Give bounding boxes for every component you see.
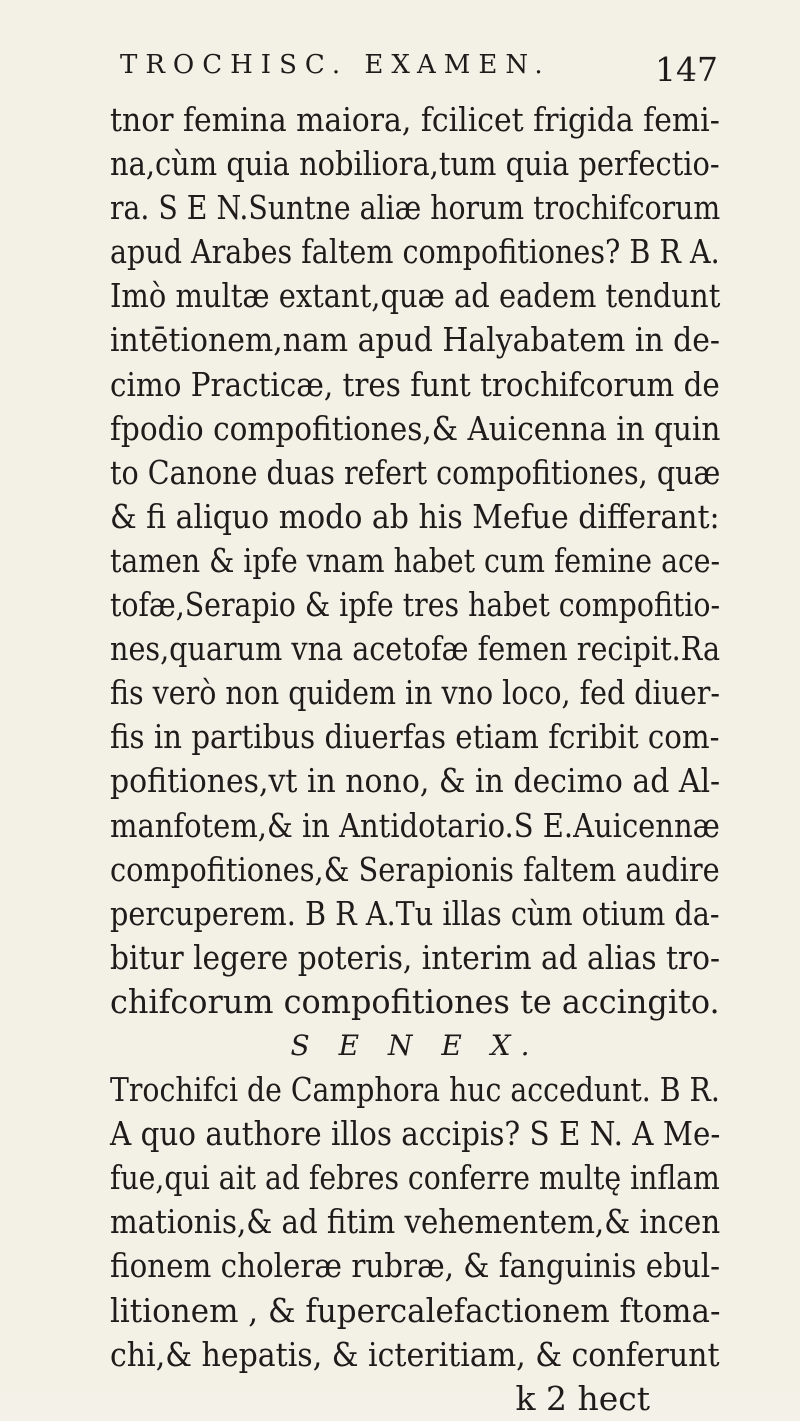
- text-line: fpodio compofitiones,& Auicenna in quin: [110, 408, 721, 448]
- text-line: compofitiones,& Serapionis faltem audire: [110, 849, 720, 889]
- text-line: fis verò non quidem in vno loco, fed diuer-: [110, 673, 721, 713]
- text-line: pofitiones,vt in nono, & in decimo ad Al-: [110, 761, 721, 801]
- text-line: Trochifci de Camphora huc accedunt. B R.: [110, 1070, 720, 1110]
- text-line: & fi aliquo modo ab his Mefue differant:: [110, 496, 720, 536]
- text-line: fue,qui ait ad febres conferre multę inflam: [110, 1158, 720, 1198]
- text-line: mationis,& ad fitim vehementem,& incen: [110, 1202, 721, 1242]
- body-text: [110, 98, 720, 1421]
- text-line: chi,& hepatis, & icteritiam, & conferunt: [110, 1334, 720, 1374]
- text-line: chifcorum compofitiones te accingito.: [110, 981, 720, 1021]
- text-line: intētionem,nam apud Halyabatem in de-: [110, 320, 720, 360]
- text-line: ra. S E N.Suntne aliæ horum trochifcorum: [110, 188, 721, 228]
- text-line: bitur legere poteris, interim ad alias tro-: [110, 937, 720, 977]
- running-title: TROCHISC. EXAMEN.: [120, 50, 551, 80]
- page-number: 147: [655, 50, 718, 89]
- text-line: tnor femina maiora, fcilicet frigida femi-: [110, 100, 720, 139]
- text-line: fionem choleræ rubræ, & fanguinis ebul-: [110, 1246, 721, 1286]
- signature-catchword: k 2 hect: [515, 1378, 650, 1418]
- text-line: percuperem. B R A.Tu illas cùm otium da-: [110, 893, 720, 933]
- text-line: na,cùm quia nobiliora,tum quia perfectio-: [110, 144, 720, 184]
- text-line: A quo authore illos accipis? S E N. A Me-: [110, 1114, 721, 1154]
- text-line: Imò multæ extant,quæ ad eadem tendunt: [110, 276, 721, 316]
- text-line: nes,quarum vna acetofæ femen recipit.Ra: [110, 629, 721, 669]
- text-line: fis in partibus diuerfas etiam fcribit com-: [110, 717, 720, 757]
- text-line: cimo Practicæ, tres funt trochifcorum de: [110, 364, 720, 404]
- text-line: manfotem,& in Antidotario.S E.Auicennæ: [110, 805, 720, 845]
- text-line: litionem , & fupercalefactionem ftoma-: [110, 1290, 721, 1330]
- text-line: tamen & ipfe vnam habet cum femine ace-: [110, 540, 721, 580]
- text-line: tofæ,Serapio & ipfe tres habet compofitio-: [110, 585, 721, 625]
- page-header: [108, 48, 718, 98]
- text-line: to Canone duas refert compofitiones, quæ: [110, 452, 721, 492]
- text-line: apud Arabes faltem compofitiones? B R A.: [110, 232, 720, 272]
- section-heading: S E N E X.: [290, 1028, 540, 1062]
